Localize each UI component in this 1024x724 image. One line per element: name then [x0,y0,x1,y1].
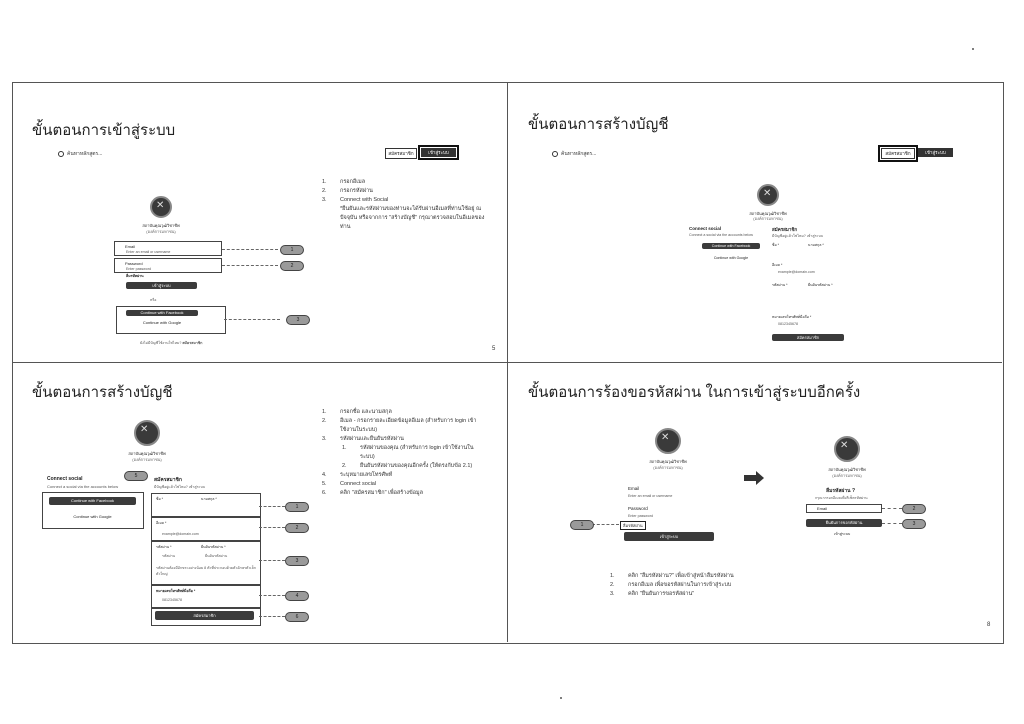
connect-social-desc: Connect a social via the accounts below [689,233,753,237]
scan-speck [972,48,974,50]
step-note: ปัจจุบัน หรือจากการ "สร้างบัญชี" กรุณาตรวจสอบในอีเมลของ [340,215,485,221]
connect-social-title: Connect social [47,476,83,482]
search-icon [552,151,558,157]
phone-input[interactable]: 0812345678 [162,598,182,602]
email-input[interactable]: example@domain.com [778,270,815,274]
callout-line [259,595,285,596]
step-item: 6. คลิก "สมัครสมาชิก" เพื่อสร้างข้อมูล [322,490,424,496]
forgot-password-link[interactable]: ลืมรหัสผ่าน [620,521,646,530]
callout-badge: 5 [124,471,148,481]
callout-line [592,524,619,525]
step-item: ใช้งานในระบบ) [340,427,378,433]
last-name-label: นามสกุล * [808,243,824,247]
signup-title: สมัครสมาชิก [772,227,798,232]
signup-submit-button[interactable]: สมัครสมาชิก [772,334,844,341]
step-item: 1. คลิก "ลืมรหัสผ่าน?" เพื่อเข้าสู่หน้าลืมรหัสผ่าน [610,573,734,579]
callout-badge: 3 [902,519,926,529]
password-placeholder: Enter password [628,514,653,518]
callout-badge: 3 [285,556,309,566]
password-label: Password [628,506,648,511]
email-label: อีเมล * [772,263,783,267]
callout-line [259,527,285,528]
step-item: 2. กรอกอีเมล เพื่อขอรหัสผ่านในการเข้าสู่ระบบ [610,582,732,588]
callout-line [259,560,285,561]
step-item: 4. ระบุหมายเลขโทรศัพท์ [322,472,393,478]
slide2-title: ขั้นตอนการสร้างบัญชี [528,116,669,133]
step-note: ท่าน [340,224,351,230]
callout-line [222,265,278,266]
org-name: สถาบันคุณวุฒิวิชาชีพ [128,451,166,456]
callout-badge: 2 [280,261,304,271]
step-subitem: 2. ยืนยันรหัสผ่านของคุณอีกครั้ง (ให้ตรงกับข้อ 2.1) [342,463,473,469]
step-item: 1. กรอกอีเมล [322,179,366,185]
step-note: *ยืนยันและรหัสผ่านของท่านจะได้รับผ่านอีเมลที่ท่านใช้อยู่ ณ [340,206,482,212]
callout-line [259,506,285,507]
callout-badge: 1 [570,520,594,530]
facebook-button[interactable]: Continue with Facebook [126,310,198,316]
callout-line [224,319,280,320]
org-name: สถาบันคุณวุฒิวิชาชีพ [828,467,866,472]
org-name: สถาบันคุณวุฒิวิชาชีพ [649,459,687,464]
password-label: รหัสผ่าน * [772,283,788,287]
forgot-password-link[interactable]: ลืมรหัสผ่าน [126,274,144,278]
facebook-button[interactable]: Continue with Facebook [702,243,760,249]
email-placeholder: Enter an email or username [126,250,171,254]
scan-speck [560,697,562,699]
org-subtitle: (องค์การมหาชน) [653,465,683,470]
step-item: 2. อีเมล - กรอกรายละเอียดข้อมูลอีเมล (สำหรับการ login เข้า [322,418,477,424]
phone-label: หมายเลขโทรศัพท์มือถือ * [156,589,196,593]
org-subtitle: (องค์การมหาชน) [146,229,176,234]
email-placeholder: Enter an email or username [628,494,673,498]
password-label: รหัสผ่าน * [156,545,172,549]
forgot-subtitle: กรุณากรอกอีเมลเพื่อรีเซ็ตรหัสผ่าน [815,496,868,500]
password-field[interactable]: Password [114,258,222,273]
callout-line [882,523,902,524]
login-submit-button[interactable]: เข้าสู่ระบบ [624,532,714,541]
search-bar[interactable]: ค้นหาหลักสูตร... [552,150,596,158]
password-hint: รหัสผ่านต้องมีอักขระอย่างน้อย 8 ตัวที่ประกอบด้วยตัวอักษรตัวเล็กตัวใหญ่ [156,566,256,576]
first-name-label: ชื่อ * [156,497,163,501]
step-item: 2. กรอกรหัสผ่าน [322,188,373,194]
signup-subtitle: มีบัญชีอยู่แล้วใช่ไหม? เข้าสู่ระบบ [154,485,206,489]
page-number: 5 [492,346,496,352]
org-logo [834,436,860,462]
register-button[interactable]: สมัครสมาชิก [385,148,417,159]
callout-line [882,508,902,509]
email-label: Email [628,486,640,491]
register-button[interactable]: สมัครสมาชิก [881,148,915,159]
login-submit-button[interactable]: เข้าสู่ระบบ [126,282,197,289]
horizontal-divider [12,362,1002,363]
org-name: สถาบันคุณวุฒิวิชาชีพ [142,223,180,228]
callout-badge: 1 [285,502,309,512]
slide4-steps [610,572,830,599]
first-name-label: ชื่อ * [772,243,779,247]
callout-badge: 2 [902,504,926,514]
org-subtitle: (องค์การมหาชน) [132,457,162,462]
org-logo [757,184,779,206]
org-logo [134,420,160,446]
search-icon [58,151,64,157]
signup-subtitle: มีบัญชีอยู่แล้วใช่ไหม? เข้าสู่ระบบ [772,234,824,238]
confirm-password-input[interactable]: ยืนยันรหัสผ่าน [205,554,228,558]
email-field-group [151,517,261,541]
phone-input[interactable]: 0812345678 [778,322,798,326]
last-name-label: นามสกุล * [201,497,217,501]
slide3-title: ขั้นตอนการสร้างบัญชี [32,384,173,401]
callout-badge: 4 [285,591,309,601]
callout-badge: 6 [285,612,309,622]
slide1-steps [322,178,502,232]
step-item: 3. คลิก "ยืนยันการขอรหัสผ่าน" [610,591,695,597]
slide1-title: ขั้นตอนการเข้าสู่ระบบ [32,122,176,139]
org-name: สถาบันคุณวุฒิวิชาชีพ [749,211,787,216]
step-item: 3. รหัสผ่านและยืนยันรหัสผ่าน [322,436,404,442]
search-bar[interactable]: ค้นหาหลักสูตร... [58,150,102,158]
org-subtitle: (องค์การมหาชน) [753,216,783,221]
confirm-password-label: ยืนยันรหัสผ่าน * [201,545,226,549]
back-to-login-link[interactable]: เข้าสู่ระบบ [834,532,851,536]
request-password-button[interactable]: ยืนยันการขอรหัสผ่าน [806,519,882,527]
email-field[interactable]: Email [114,241,222,256]
signup-title: สมัครสมาชิก [154,477,182,483]
org-logo [655,428,681,454]
step-subitem: ระบบ) [360,454,375,460]
step-item: 5. Connect social [322,481,377,487]
connect-social-desc: Connect a social via the accounts below [47,484,119,489]
slide4-title: ขั้นตอนการร้องขอรหัสผ่าน ในการเข้าสู่ระบบอีกครั้ง [528,384,861,401]
callout-line [222,249,278,250]
facebook-button[interactable]: Continue with Facebook [49,497,136,505]
org-subtitle: (องค์การมหาชน) [832,473,862,478]
email-label: อีเมล * [156,521,167,525]
login-button[interactable]: เข้าสู่ระบบ [918,148,953,157]
callout-line [259,616,285,617]
slide3-steps [322,408,498,498]
callout-badge: 2 [285,523,309,533]
callout-badge: 3 [286,315,310,325]
phone-label: หมายเลขโทรศัพท์มือถือ * [772,315,812,319]
google-button[interactable]: Continue with Google [713,256,749,260]
forgot-email-field[interactable]: Email [806,504,882,513]
no-account-text: ยังไม่มีบัญชีใช้งานใช่ไหม? สมัครสมาชิก [140,341,203,345]
step-subitem: 1. รหัสผ่านของคุณ (สำหรับการ login เข้าใช้งานใน [342,445,474,451]
password-placeholder: Enter password [126,267,151,271]
org-logo [150,196,172,218]
google-button[interactable]: Continue with Google [142,320,182,325]
signup-submit-button[interactable]: สมัครสมาชิก [155,611,254,620]
login-button[interactable]: เข้าสู่ระบบ [421,148,456,157]
confirm-password-label: ยืนยันรหัสผ่าน * [808,283,833,287]
or-divider: หรือ [150,298,157,302]
step-item: 3. Connect with Social [322,197,389,203]
password-input[interactable]: รหัสผ่าน [162,554,176,558]
callout-badge: 1 [280,245,304,255]
forgot-title: ลืมรหัสผ่าน ? [826,488,855,494]
connect-social-title: Connect social [689,226,722,231]
step-item: 1. กรอกชื่อ และนามสกุล [322,409,392,415]
google-button[interactable]: Continue with Google [73,514,112,519]
arrow-icon [744,475,756,481]
email-input[interactable]: example@domain.com [162,532,199,536]
page-number: 8 [987,622,991,628]
